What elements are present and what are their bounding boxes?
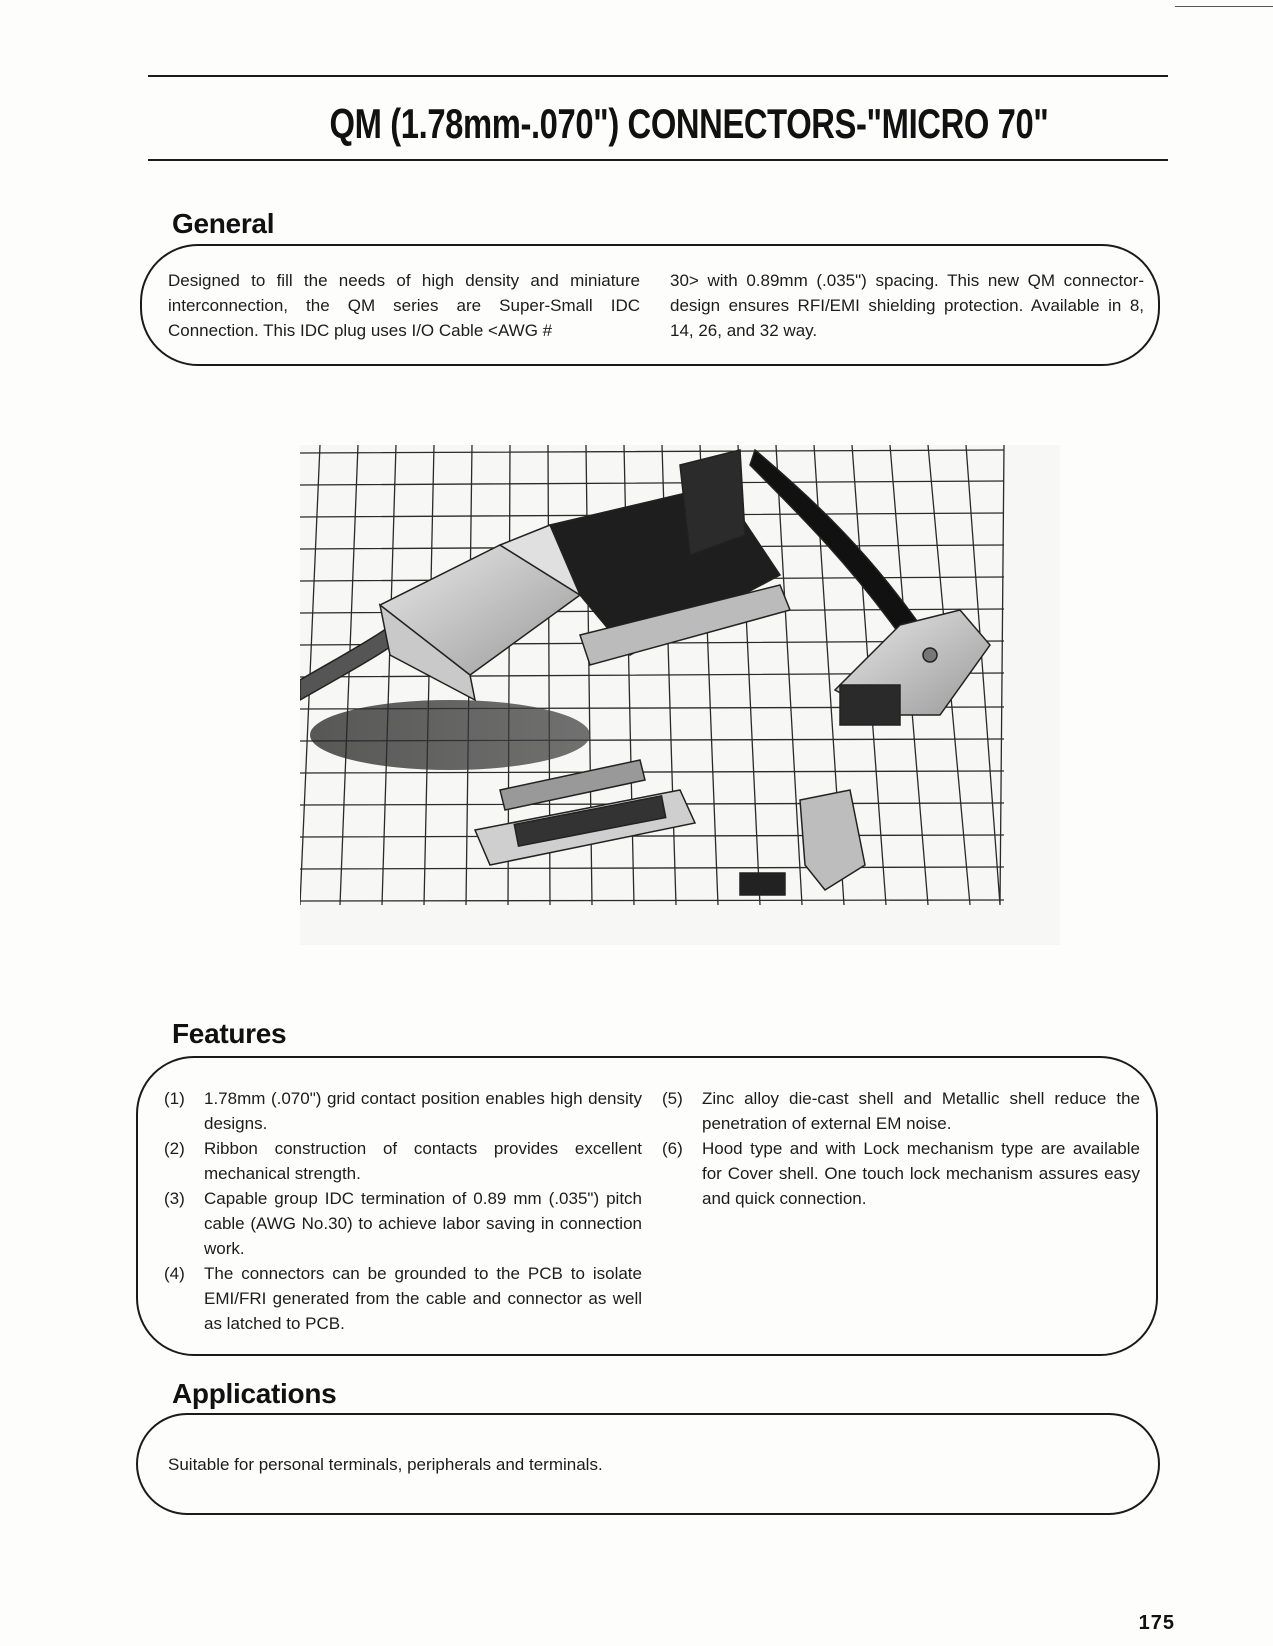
top-rule	[148, 75, 1168, 77]
general-heading: General	[172, 208, 275, 239]
title-bottom-rule	[148, 159, 1168, 161]
feature-number: (1)	[164, 1089, 185, 1108]
feature-number: (3)	[164, 1189, 185, 1208]
feature-text: Ribbon construction of contacts provides excellent mechanical strength.	[204, 1139, 642, 1183]
feature-text: 1.78mm (.070") grid contact position enables high density designs.	[204, 1089, 642, 1133]
feature-item-3	[164, 1186, 642, 1261]
general-paragraph-right: 30> with 0.89mm (.035") spacing. This new QM connector-design ensures RFI/EMI shielding protection. Available in 8, 14, 26, and 32 way.	[670, 271, 1144, 340]
features-list-left	[164, 1086, 642, 1336]
feature-number: (2)	[164, 1139, 185, 1158]
page-number: 175	[1138, 1612, 1175, 1634]
general-paragraph-left: Designed to fill the needs of high density and miniature interconnection, the QM series are Super-Small IDC Connection. This IDC plug uses I/O Cable <AWG #	[168, 271, 640, 340]
general-text-col2	[670, 268, 1144, 343]
feature-item-1	[164, 1086, 642, 1136]
feature-text: Hood type and with Lock mechanism type are available for Cover shell. One touch lock mechanism assures easy and quick connection.	[702, 1139, 1140, 1208]
feature-text: Zinc alloy die-cast shell and Metallic shell reduce the penetration of external EM noise.	[702, 1089, 1140, 1133]
features-list-right	[662, 1086, 1140, 1211]
feature-item-2	[164, 1136, 642, 1186]
general-text-col1	[168, 268, 640, 343]
feature-number: (4)	[164, 1264, 185, 1283]
feature-number: (6)	[662, 1139, 683, 1158]
feature-text: The connectors can be grounded to the PCB to isolate EMI/FRI generated from the cable and connector as well as latched to PCB.	[204, 1264, 642, 1333]
applications-heading: Applications	[172, 1378, 337, 1409]
feature-item-6	[662, 1136, 1140, 1211]
features-heading: Features	[172, 1018, 287, 1049]
feature-number: (5)	[662, 1089, 683, 1108]
applications-text: Suitable for personal terminals, peripherals and terminals.	[168, 1455, 603, 1474]
feature-item-4	[164, 1261, 642, 1336]
feature-item-5	[662, 1086, 1140, 1136]
page-title: QM (1.78mm-.070") CONNECTORS-"MICRO 70"	[329, 100, 1049, 147]
corner-mark	[1175, 6, 1273, 7]
product-photo	[300, 445, 1060, 945]
feature-text: Capable group IDC termination of 0.89 mm (.035") pitch cable (AWG No.30) to achieve labor saving in connection work.	[204, 1189, 642, 1258]
